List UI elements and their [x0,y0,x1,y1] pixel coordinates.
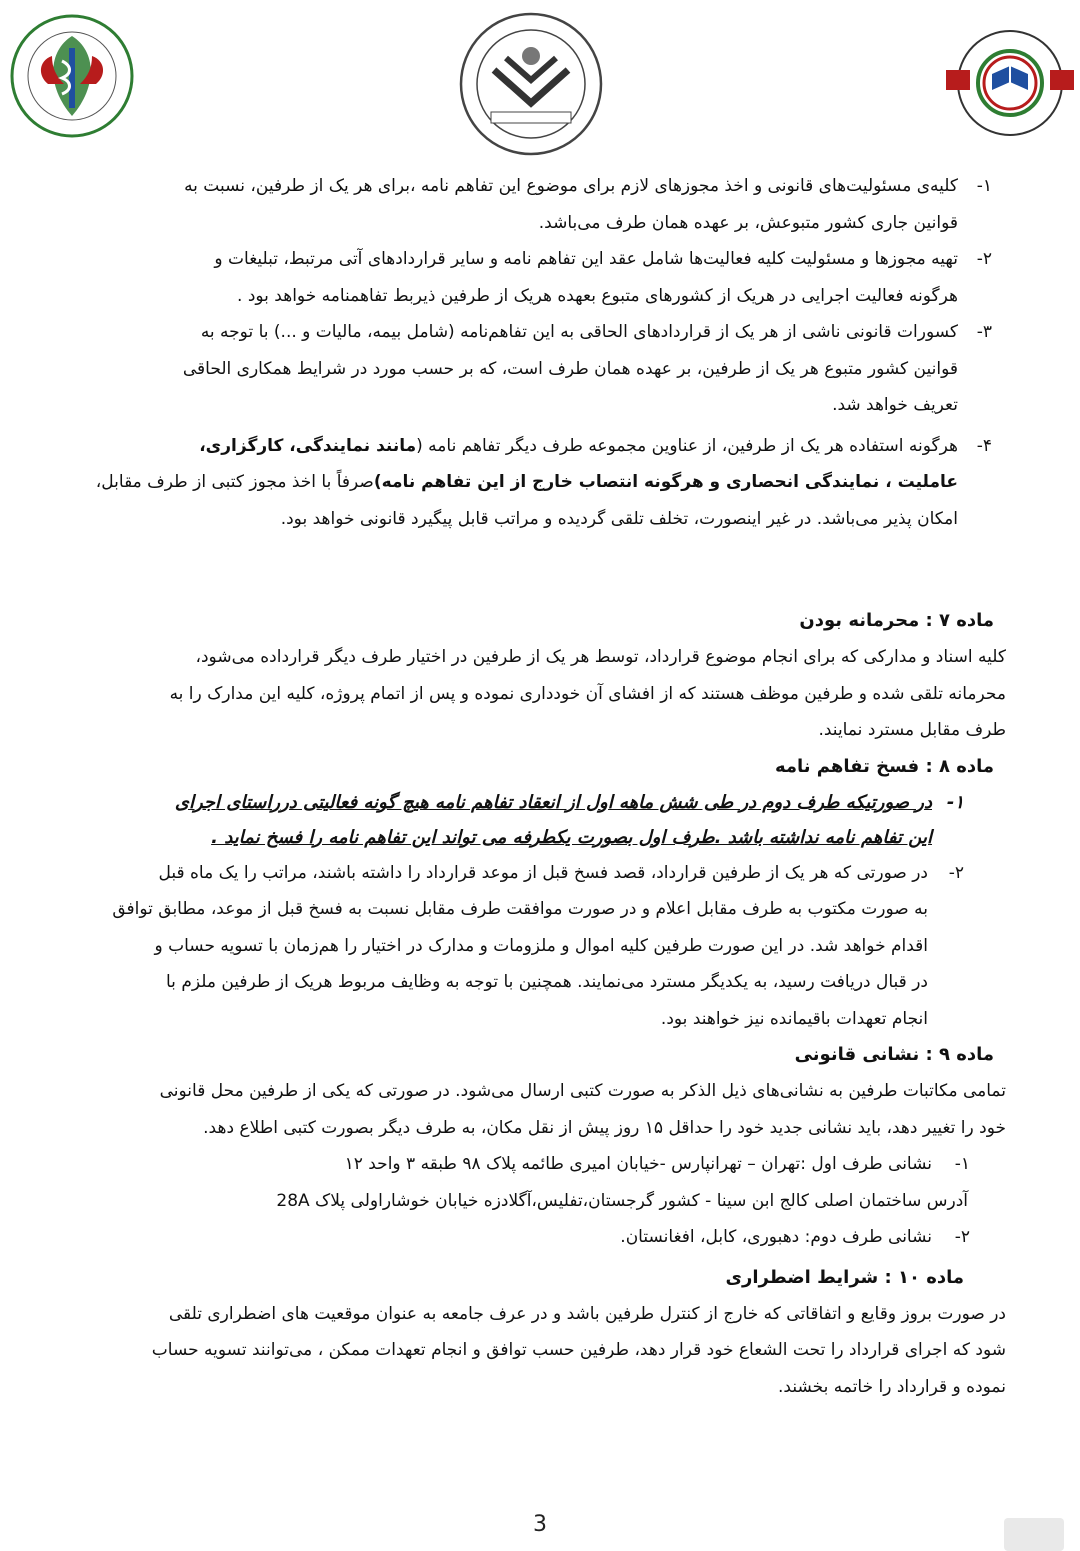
article-8-clause-1 [62,785,1004,855]
clause-line: به صورت مکتوب به طرف مقابل اعلام و در صورت موافقت طرف مقابل نسبت به فسخ قبل از موعد، مطابق توافق [112,899,928,919]
clause-number: ۱- [954,1154,970,1174]
body-line: کلیه اسناد و مدارکی که برای انجام موضوع قرارداد، توسط هر یک از طرفین در اختیار طرف دیگر قرارداده می‌شود، [195,647,1006,667]
clause-line: هرگونه فعالیت اجرایی در هریک از کشورهای متبوع بعهده هریک از طرفین ذیربط تفاهمنامه خواهد بود . [237,285,958,306]
clause-line: در صورتی که هر یک از طرفین قرارداد، قصد فسخ قبل از موعد قرارداد را داشته باشند، مراتب را یک ماه قبل [158,862,928,883]
research-institute-logo [944,24,1076,142]
clause-number: ۲- [948,862,964,883]
article-10 [62,1260,1004,1296]
clause-line: کلیه‌ی مسئولیت‌های قانونی و اخذ مجوزهای لازم برای موضوع این تفاهم نامه ،برای هر یک از طرفین، نسبت به [184,176,958,196]
page-number: 3 [533,1512,547,1537]
article-9-body [54,1073,1006,1146]
clause-number: ۲- [976,249,992,269]
clause-line: در صورتیکه طرف دوم در طی شش ماهه اول از انعقاد تفاهم نامه هیچ گونه فعالیتی درراستای اجرای [174,791,932,813]
body-line: تمامی مکاتبات طرفین به نشانی‌های ذیل الذکر به صورت کتبی ارسال می‌شود. در صورتی که یکی از طرفین محل قانونی [159,1081,1006,1101]
article-8 [62,749,1004,785]
clause-line: کسورات قانونی ناشی از هر یک از قراردادهای الحاقی به این تفاهم‌نامه (شامل بیمه، مالیات و ...) با توجه به [200,322,958,342]
article-9 [62,1037,1004,1073]
clause-line: امکان پذیر می‌باشد. در غیر اینصورت، تخلف تلقی گردیده و مراتب قابل پیگیرد قانونی خواهد بود. [280,508,958,529]
address-line: نشانی طرف دوم: دهبوری، کابل، افغانستان. [620,1227,932,1247]
article-8-title: ماده ۸ : فسخ تفاهم نامه [774,755,994,777]
article-10-body [54,1296,1006,1406]
article-7-body [54,639,1006,749]
clause-number: ۱- [976,176,992,196]
address-second-party [62,1219,1004,1256]
letterhead [0,0,1080,165]
clause-line: قوانین کشور متبوع هر یک از طرفین، بر عهده همان طرف است، که بر حسب مورد در شرایط همکاری الحاقی [182,358,958,379]
clause-number: ۲- [954,1227,970,1247]
article-8-clause-2 [62,855,1004,1038]
clause-line: اقدام خواهد شد. در این صورت طرفین کلیه اموال و ملزومات و مدارک در اختیار را هم‌زمان با تسویه حساب و [154,935,928,956]
page-scroll-button[interactable] [1004,1518,1064,1551]
clause-line: تعریف خواهد شد. [832,395,958,415]
clause-number: ۳- [976,322,992,342]
article-7 [62,603,1004,639]
clause-4 [62,428,1004,538]
body-line: خود را تغییر دهد، باید نشانی جدید خود را حداقل ۱۵ روز پیش از نقل مکان، به طرف دیگر بصورت کتبی اطلاع دهد. [203,1117,1006,1138]
clause-line [62,464,958,501]
clause-line: انجام تعهدات باقیمانده نیز خواهند بود. [660,1008,928,1029]
article-7-title: ماده ۷ : محرمانه بودن [799,610,994,631]
document-body [62,168,1004,1405]
clause-number: ۴- [976,435,992,456]
article-9-title: ماده ۹ : نشانی قانونی [794,1044,994,1065]
article-10-title: ماده ۱۰ : شرایط اضطراری [725,1266,964,1288]
address-first-party [62,1146,1004,1219]
community-college-logo [8,6,136,146]
clause-number: ۱- [946,791,964,813]
clause-text: صرفاً با اخذ مجوز کتبی از طرف مقابل، [95,472,374,492]
spacer [62,537,1004,603]
clause-line [62,428,958,465]
body-line: در صورت بروز وقایع و اتفاقاتی که خارج از کنترل طرفین باشد و در عرف جامعه به عنوان موقعیت های اضطراری تلقی [168,1303,1006,1324]
clause-line: در قبال دریافت رسید، به یکدیگر مسترد می‌نمایند. همچنین با توجه به وظایف مربوط هریک از طرفین ملزم با [166,972,928,992]
body-line: طرف مقابل مسترد نمایند. [818,720,1006,740]
address-line: نشانی طرف اول :تهران – تهرانپارس -خیابان امیری طائمه پلاک ۹۸ طبقه ۳ واحد ۱۲ [344,1154,932,1174]
body-line: محرمانه تلقی شده و طرفین موظف هستند که از افشای آن خودداری نموده و پس از اتمام پروژه، کلیه این مدارک را به [169,683,1006,704]
body-line: شود که اجرای قرارداد را تحت الشعاع خود قرار دهد، طرفین حسب توافق و انجام تعهدات ممکن ، می‌توانند تسویه حساب [151,1340,1006,1360]
clause-emphasis: مانند نمایندگی، کارگزاری، [199,435,417,456]
clause-text: هرگونه استفاده هر یک از طرفین، از عناوین مجموعه طرف دیگر تفاهم نامه ( [416,435,958,456]
clause-1 [62,168,1004,241]
clause-line: این تفاهم نامه نداشته باشد .طرف اول بصورت یکطرفه می تواند این تفاهم نامه را فسخ نماید . [211,826,932,848]
clause-2 [62,241,1004,314]
body-line: نموده و قرارداد را خاتمه بخشند. [778,1376,1006,1397]
online-academy-logo [434,8,628,158]
clause-line: قوانین جاری کشور متبوعش، بر عهده همان طرف می‌باشد. [538,212,958,233]
clause-line: تهیه مجوزها و مسئولیت کلیه فعالیت‌ها شامل عقد این تفاهم نامه و سایر قراردادهای آتی مرتبط، تبلیغات و [214,249,958,269]
clause-emphasis: عاملیت ، نمایندگی انحصاری و هرگونه انتصاب خارج از این تفاهم نامه) [373,472,958,492]
clause-3 [62,314,1004,424]
address-line: آدرس ساختمان اصلی کالج ابن سینا - کشور گرجستان،تفلیس،آگلادزه خیابان خوشاراولی پلاک 28A [276,1190,968,1211]
